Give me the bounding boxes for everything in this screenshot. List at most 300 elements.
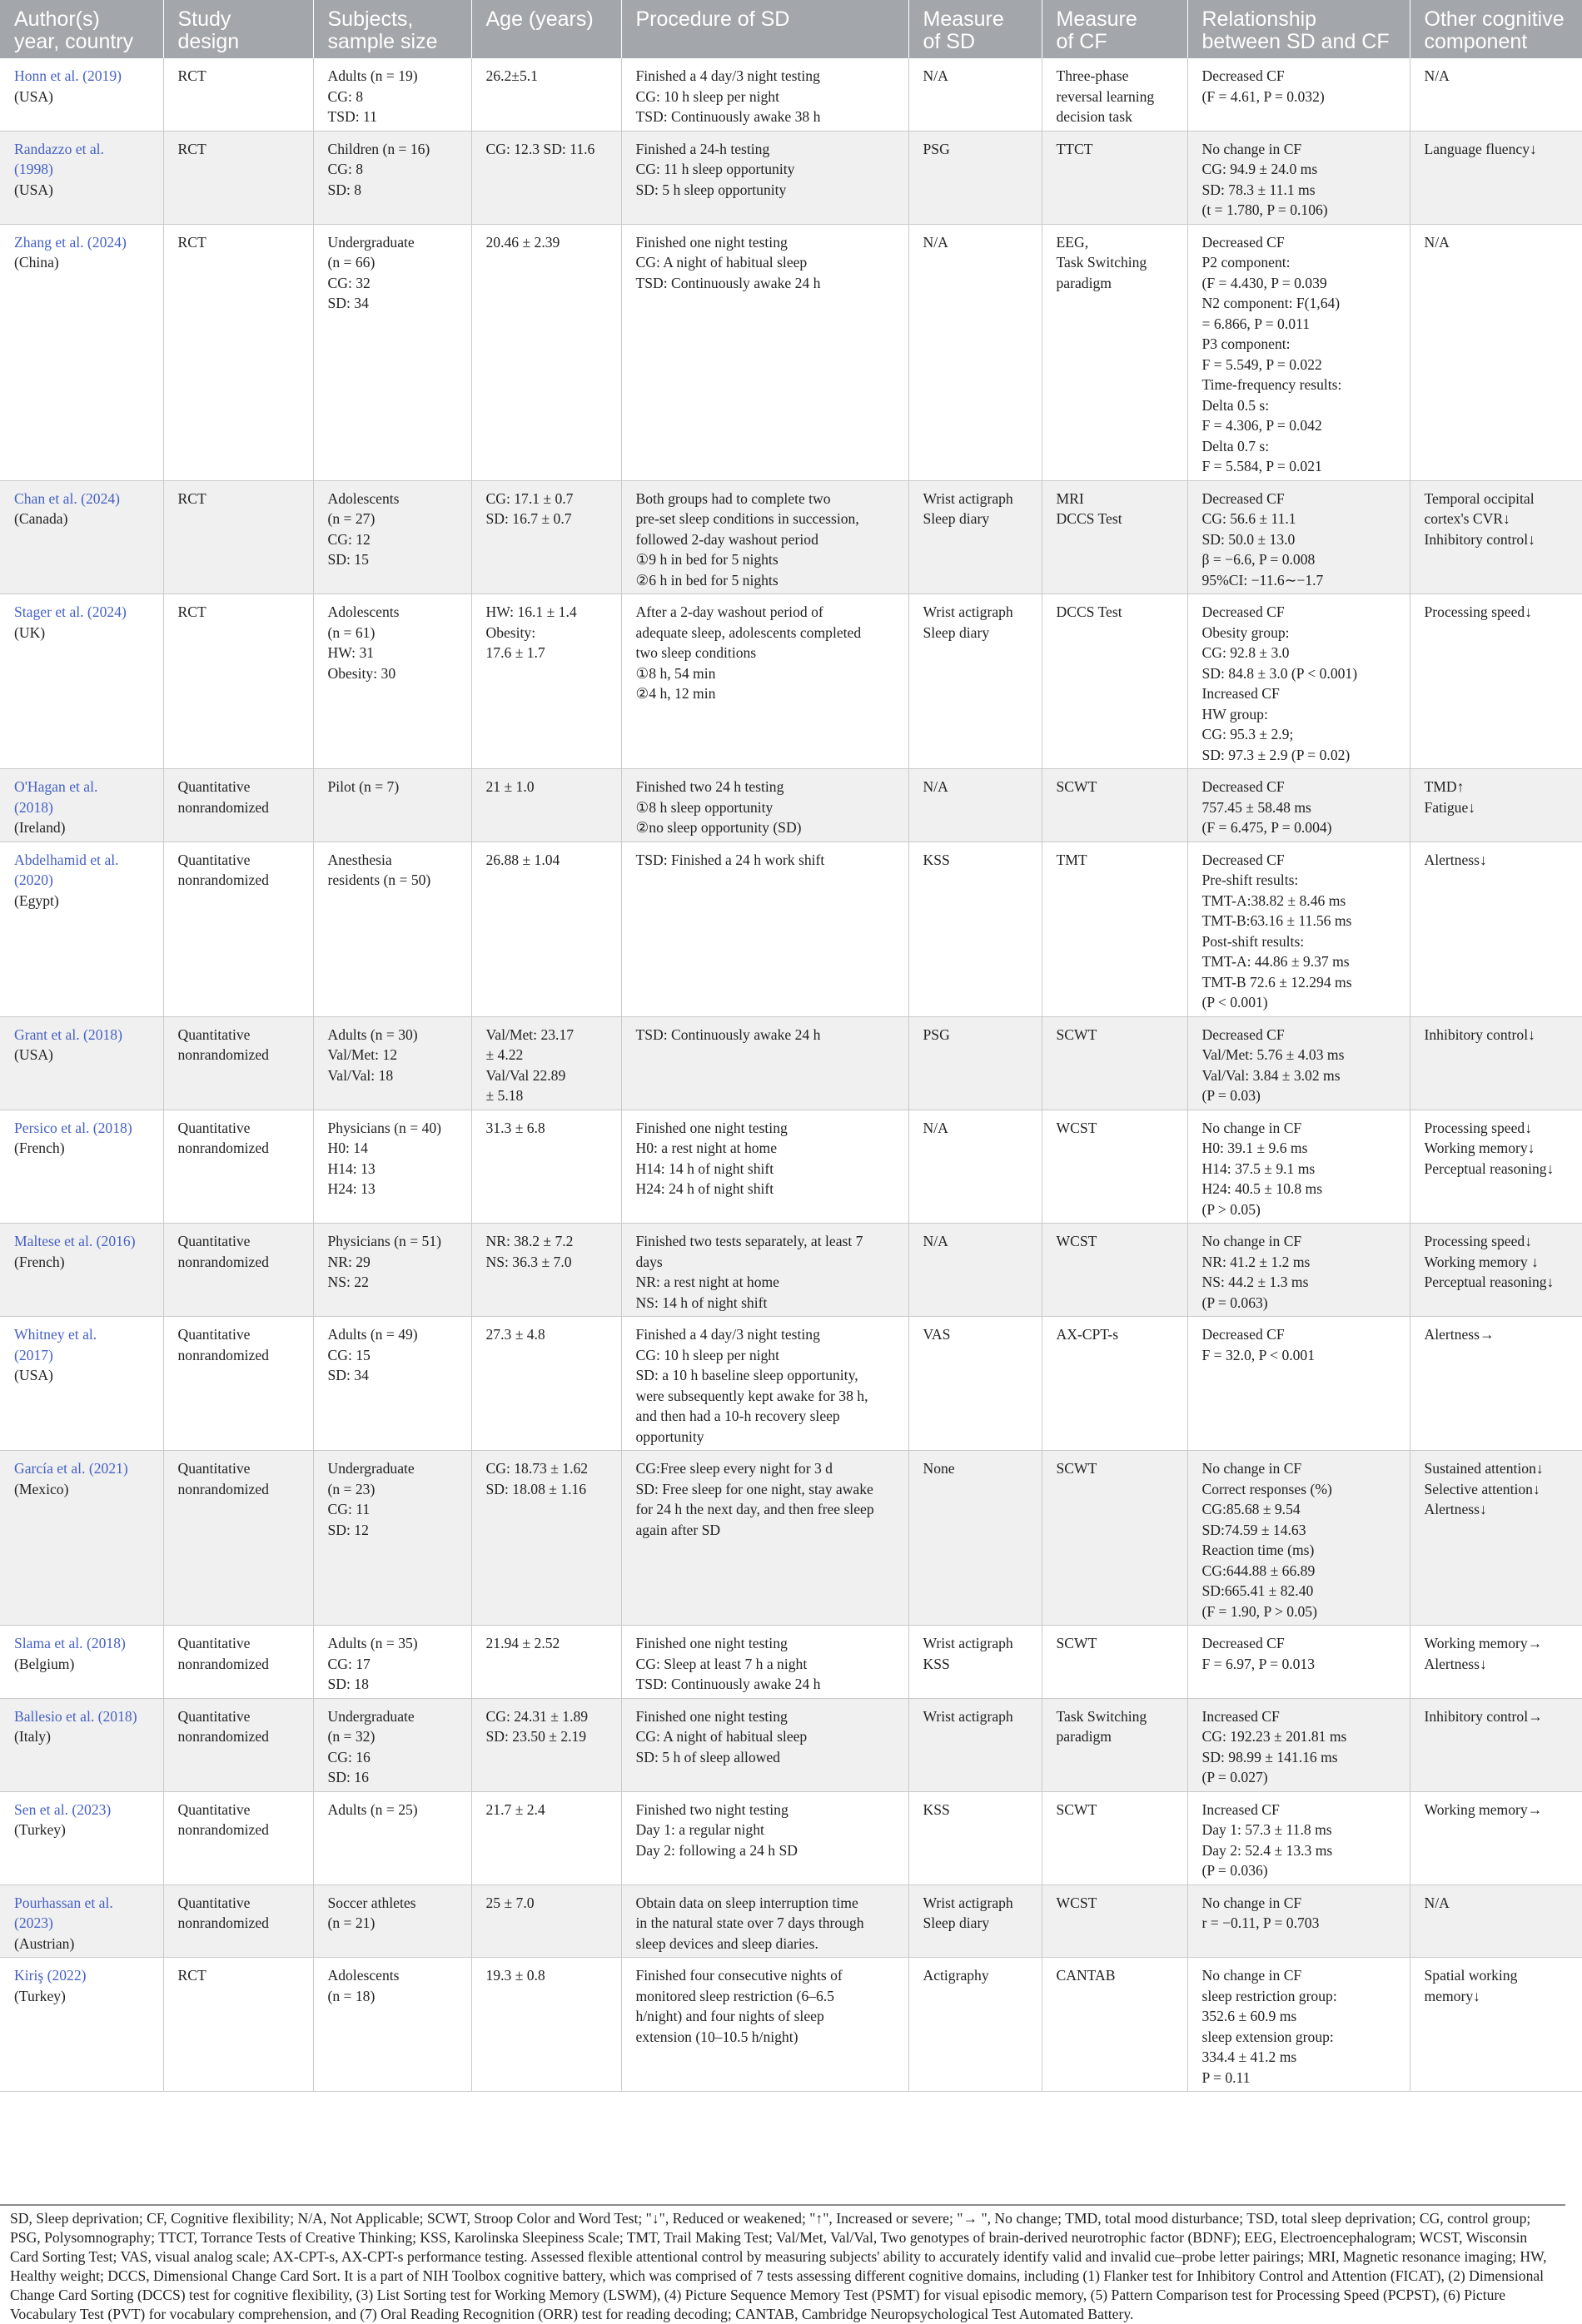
cell-line: TMT-A:38.82 ± 8.46 ms bbox=[1201, 891, 1346, 909]
cell-line: SD:74.59 ± 14.63 bbox=[1201, 1521, 1306, 1538]
cell-line: Reaction time (ms) bbox=[1201, 1542, 1315, 1558]
header-text: between SD and CF bbox=[1201, 30, 1390, 53]
cell-line: Wrist actigraph bbox=[923, 489, 1013, 507]
cell-line: H14: 14 h of night shift bbox=[635, 1160, 774, 1177]
author-link[interactable]: Maltese et al. (2016) bbox=[14, 1233, 136, 1249]
cell-line: CG: 15 bbox=[327, 1346, 371, 1363]
cell-line: Sleep diary bbox=[923, 510, 990, 527]
other-component-cell bbox=[1410, 1958, 1582, 2092]
cell-line: were subsequently kept awake for 38 h, bbox=[635, 1387, 868, 1404]
cell-line: = 6.866, P = 0.011 bbox=[1201, 315, 1310, 332]
cell-line: N/A bbox=[1424, 233, 1450, 251]
cell-line: Adolescents bbox=[327, 603, 400, 620]
author-link[interactable]: Chan et al. (2024) bbox=[14, 489, 121, 507]
measure-sd-cell bbox=[908, 1698, 1042, 1791]
cell-line: SD: 8 bbox=[327, 181, 362, 198]
header-design bbox=[163, 0, 313, 58]
cell-line: Quantitative bbox=[177, 1233, 251, 1249]
cell-line: NR: 41.2 ± 1.2 ms bbox=[1201, 1253, 1311, 1270]
cell-line: None bbox=[923, 1460, 955, 1477]
cell-line: SCWT bbox=[1056, 1635, 1097, 1651]
cell-line: Increased CF bbox=[1201, 685, 1280, 702]
cell-line: SD: 97.3 ± 2.9 (P = 0.02) bbox=[1201, 746, 1351, 763]
country-text: (Italy) bbox=[14, 1728, 51, 1745]
table-row bbox=[0, 1791, 1582, 1885]
cell-line: Adolescents bbox=[327, 1967, 400, 1984]
relationship-cell bbox=[1187, 1958, 1410, 2092]
cell-line: Obesity: bbox=[485, 623, 536, 641]
author-cell bbox=[0, 224, 163, 480]
cell-line: Both groups had to complete two bbox=[635, 489, 831, 507]
cell-line: ②no sleep opportunity (SD) bbox=[635, 819, 802, 836]
design-cell bbox=[163, 1016, 313, 1110]
cell-line: Soccer athletes bbox=[327, 1894, 416, 1911]
header-text: sample size bbox=[327, 30, 438, 53]
cell-line: Pilot (n = 7) bbox=[327, 778, 400, 795]
cell-line: No change in CF bbox=[1201, 1233, 1302, 1249]
table-row bbox=[0, 1885, 1582, 1958]
cell-line: WCST bbox=[1056, 1894, 1097, 1911]
design-cell bbox=[163, 131, 313, 224]
procedure-cell bbox=[621, 1791, 908, 1885]
header-text: year, country bbox=[14, 30, 134, 53]
cell-line: Delta 0.5 s: bbox=[1201, 396, 1270, 414]
cell-line: N/A bbox=[1424, 1894, 1450, 1911]
table-row bbox=[0, 1698, 1582, 1791]
cell-line: TMT-A: 44.86 ± 9.37 ms bbox=[1201, 953, 1350, 970]
header-age bbox=[471, 0, 621, 58]
author-link[interactable]: Grant et al. (2018) bbox=[14, 1025, 122, 1043]
author-cell bbox=[0, 1110, 163, 1224]
author-cell bbox=[0, 1791, 163, 1885]
age-cell bbox=[471, 1224, 621, 1317]
cell-line: CG: 11 h sleep opportunity bbox=[635, 161, 795, 177]
cell-line: 21.94 ± 2.52 bbox=[485, 1635, 560, 1651]
cell-line: Day 2: following a 24 h SD bbox=[635, 1841, 798, 1859]
measure-cf-cell bbox=[1042, 1224, 1187, 1317]
cell-line: Anesthesia bbox=[327, 851, 392, 868]
table-row bbox=[0, 224, 1582, 480]
author-link[interactable]: (2018) bbox=[14, 798, 53, 816]
cell-line: Finished a 24-h testing bbox=[635, 140, 770, 157]
author-link[interactable]: Honn et al. (2019) bbox=[14, 67, 122, 84]
cell-line: CG: 18.73 ± 1.62 bbox=[485, 1460, 589, 1477]
cell-line: adequate sleep, adolescents completed bbox=[635, 623, 862, 641]
table-row bbox=[0, 1626, 1582, 1699]
measure-sd-cell bbox=[908, 58, 1042, 131]
author-cell bbox=[0, 1451, 163, 1626]
design-cell bbox=[163, 480, 313, 594]
design-cell bbox=[163, 224, 313, 480]
cell-line: NR: 29 bbox=[327, 1253, 371, 1270]
other-component-cell bbox=[1410, 1224, 1582, 1317]
design-cell bbox=[163, 1224, 313, 1317]
header-other bbox=[1410, 0, 1582, 58]
cell-line: P2 component: bbox=[1201, 254, 1291, 271]
author-link[interactable]: (2017) bbox=[14, 1346, 53, 1363]
procedure-cell bbox=[621, 1110, 908, 1224]
cell-line: SD: 16 bbox=[327, 1769, 369, 1785]
procedure-cell bbox=[621, 480, 908, 594]
procedure-cell bbox=[621, 1317, 908, 1451]
cell-line: Val/Val: 3.84 ± 3.02 ms bbox=[1201, 1066, 1341, 1084]
cell-line: TSD: Finished a 24 h work shift bbox=[635, 851, 825, 868]
cell-line: Obesity group: bbox=[1201, 623, 1290, 641]
header-text: Procedure of SD bbox=[635, 7, 790, 31]
header-text: component bbox=[1424, 30, 1528, 53]
cell-line: CG: 8 bbox=[327, 87, 364, 105]
relationship-cell bbox=[1187, 594, 1410, 769]
cell-line: WCST bbox=[1056, 1233, 1097, 1249]
cell-line: Temporal occipital bbox=[1424, 489, 1535, 507]
cell-line: N/A bbox=[923, 1233, 948, 1249]
cell-line: 20.46 ± 2.39 bbox=[485, 233, 560, 251]
header-author bbox=[0, 0, 163, 58]
cell-line: ± 4.22 bbox=[485, 1046, 524, 1063]
author-link[interactable]: Zhang et al. (2024) bbox=[14, 233, 127, 251]
author-link[interactable]: Persico et al. (2018) bbox=[14, 1119, 132, 1136]
relationship-cell bbox=[1187, 1626, 1410, 1699]
cell-line: F = 6.97, P = 0.013 bbox=[1201, 1655, 1316, 1672]
cell-line: KSS bbox=[923, 1655, 950, 1672]
cell-line: H0: 39.1 ± 9.6 ms bbox=[1201, 1140, 1308, 1156]
author-link[interactable]: García et al. (2021) bbox=[14, 1460, 128, 1477]
cell-line: ①8 h sleep opportunity bbox=[635, 798, 774, 816]
design-cell bbox=[163, 769, 313, 842]
country-text: (USA) bbox=[14, 1046, 53, 1063]
author-cell bbox=[0, 1224, 163, 1317]
relationship-cell bbox=[1187, 1885, 1410, 1958]
cell-line: ②4 h, 12 min bbox=[635, 685, 716, 702]
cell-line: SD: 15 bbox=[327, 551, 369, 568]
measure-cf-cell bbox=[1042, 480, 1187, 594]
subjects-cell bbox=[313, 1317, 471, 1451]
cell-line: F = 5.549, P = 0.022 bbox=[1201, 355, 1322, 373]
header-relationship bbox=[1187, 0, 1410, 58]
design-cell bbox=[163, 1317, 313, 1451]
measure-sd-cell bbox=[908, 1110, 1042, 1224]
author-link[interactable]: Whitney et al. bbox=[14, 1326, 97, 1343]
cell-line: Adolescents bbox=[327, 489, 400, 507]
relationship-cell bbox=[1187, 1451, 1410, 1626]
measure-cf-cell bbox=[1042, 58, 1187, 131]
cell-line: RCT bbox=[177, 140, 206, 157]
table-row bbox=[0, 1451, 1582, 1626]
relationship-cell bbox=[1187, 1110, 1410, 1224]
procedure-cell bbox=[621, 1626, 908, 1699]
table-row bbox=[0, 480, 1582, 594]
cell-line: Alertness→ bbox=[1424, 1326, 1495, 1343]
cell-line: (P = 0.03) bbox=[1201, 1087, 1261, 1104]
age-cell bbox=[471, 1317, 621, 1451]
cell-line: Decreased CF bbox=[1201, 1635, 1285, 1651]
cell-line: VAS bbox=[923, 1326, 951, 1343]
age-cell bbox=[471, 1791, 621, 1885]
cell-line: nonrandomized bbox=[177, 1821, 269, 1838]
cell-line: (P = 0.063) bbox=[1201, 1294, 1268, 1311]
cell-line: Wrist actigraph bbox=[923, 1707, 1013, 1725]
cell-line: (P < 0.001) bbox=[1201, 994, 1268, 1011]
cell-line: Language fluency↓ bbox=[1424, 140, 1537, 157]
cell-line: (t = 1.780, P = 0.106) bbox=[1201, 201, 1328, 218]
author-link[interactable]: Kiriş (2022) bbox=[14, 1967, 87, 1984]
country-text: (Canada) bbox=[14, 510, 68, 527]
design-cell bbox=[163, 594, 313, 769]
subjects-cell bbox=[313, 1698, 471, 1791]
cell-line: N/A bbox=[923, 67, 948, 84]
cell-line: Obesity: 30 bbox=[327, 664, 396, 682]
cell-line: CG: 11 bbox=[327, 1501, 371, 1517]
cell-line: Decreased CF bbox=[1201, 67, 1285, 84]
subjects-cell bbox=[313, 1958, 471, 2092]
cell-line: TSD: Continuously awake 38 h bbox=[635, 108, 821, 125]
cell-line: F = 4.306, P = 0.042 bbox=[1201, 417, 1322, 434]
measure-cf-cell bbox=[1042, 1885, 1187, 1958]
cell-line: Decreased CF bbox=[1201, 851, 1285, 868]
author-cell bbox=[0, 58, 163, 131]
cell-line: CG: 8 bbox=[327, 161, 364, 177]
table-row bbox=[0, 769, 1582, 842]
cell-line: (F = 6.475, P = 0.004) bbox=[1201, 819, 1332, 836]
age-cell bbox=[471, 58, 621, 131]
cell-line: Wrist actigraph bbox=[923, 1635, 1013, 1651]
relationship-cell bbox=[1187, 58, 1410, 131]
header-text: Study bbox=[177, 7, 231, 31]
cell-line: sleep devices and sleep diaries. bbox=[635, 1934, 818, 1952]
cell-line: SD: 23.50 ± 2.19 bbox=[485, 1728, 587, 1745]
cell-line: Actigraphy bbox=[923, 1967, 989, 1984]
cell-line: No change in CF bbox=[1201, 1894, 1302, 1911]
subjects-cell bbox=[313, 1016, 471, 1110]
cell-line: H14: 37.5 ± 9.1 ms bbox=[1201, 1160, 1316, 1177]
author-link[interactable]: (2023) bbox=[14, 1914, 53, 1931]
cell-line: Processing speed↓ bbox=[1424, 1233, 1532, 1249]
age-cell bbox=[471, 480, 621, 594]
cell-line: CG: 95.3 ± 2.9; bbox=[1201, 726, 1294, 742]
cell-line: extension (10–10.5 h/night) bbox=[635, 2028, 798, 2045]
measure-sd-cell bbox=[908, 769, 1042, 842]
country-text: (USA) bbox=[14, 87, 53, 105]
author-link[interactable]: (2020) bbox=[14, 872, 53, 888]
relationship-cell bbox=[1187, 842, 1410, 1016]
age-cell bbox=[471, 1958, 621, 2092]
cell-line: r = −0.11, P = 0.703 bbox=[1201, 1914, 1320, 1931]
cell-line: nonrandomized bbox=[177, 1728, 269, 1745]
cell-line: (P > 0.05) bbox=[1201, 1200, 1261, 1218]
cell-line: Val/Val 22.89 bbox=[485, 1066, 566, 1084]
cell-line: RCT bbox=[177, 233, 206, 251]
author-link[interactable]: Ballesio et al. (2018) bbox=[14, 1707, 137, 1725]
cell-line: NS: 36.3 ± 7.0 bbox=[485, 1253, 572, 1270]
cell-line: Finished two tests separately, at least 7 bbox=[635, 1233, 863, 1249]
cell-line: CG: 92.8 ± 3.0 bbox=[1201, 644, 1290, 661]
cell-line: Processing speed↓ bbox=[1424, 1119, 1532, 1136]
cell-line: two sleep conditions bbox=[635, 644, 757, 661]
measure-cf-cell bbox=[1042, 131, 1187, 224]
header-text: Age (years) bbox=[485, 7, 594, 31]
design-cell bbox=[163, 1958, 313, 2092]
cell-line: Working memory→ bbox=[1424, 1800, 1543, 1818]
other-component-cell bbox=[1410, 842, 1582, 1016]
other-component-cell bbox=[1410, 1317, 1582, 1451]
author-cell bbox=[0, 769, 163, 842]
measure-cf-cell bbox=[1042, 1626, 1187, 1699]
country-text: (French) bbox=[14, 1140, 65, 1156]
cell-line: DCCS Test bbox=[1056, 510, 1122, 527]
cell-line: (n = 66) bbox=[327, 254, 376, 271]
design-cell bbox=[163, 58, 313, 131]
procedure-cell bbox=[621, 224, 908, 480]
cell-line: Delta 0.7 s: bbox=[1201, 437, 1270, 454]
cell-line: Val/Val: 18 bbox=[327, 1066, 394, 1084]
relationship-cell bbox=[1187, 769, 1410, 842]
measure-cf-cell bbox=[1042, 1698, 1187, 1791]
header-text: Relationship bbox=[1201, 7, 1317, 31]
cell-line: TSD: Continuously awake 24 h bbox=[635, 1676, 821, 1692]
procedure-cell bbox=[621, 1016, 908, 1110]
author-link[interactable]: Sen et al. (2023) bbox=[14, 1800, 112, 1818]
measure-cf-cell bbox=[1042, 842, 1187, 1016]
cell-line: Decreased CF bbox=[1201, 1025, 1285, 1043]
cell-line: KSS bbox=[923, 1800, 950, 1818]
subjects-cell bbox=[313, 1626, 471, 1699]
cell-line: β = −6.6, P = 0.008 bbox=[1201, 551, 1316, 568]
table-row bbox=[0, 1958, 1582, 2092]
cell-line: reversal learning bbox=[1056, 87, 1155, 105]
author-link[interactable]: Pourhassan et al. bbox=[14, 1894, 113, 1911]
age-cell bbox=[471, 1626, 621, 1699]
cell-line: N/A bbox=[923, 778, 948, 795]
cell-line: Finished two night testing bbox=[635, 1800, 789, 1818]
cell-line: opportunity bbox=[635, 1428, 704, 1445]
cell-line: SCWT bbox=[1056, 778, 1097, 795]
cell-line: paradigm bbox=[1056, 274, 1112, 291]
header-text: Subjects, bbox=[327, 7, 414, 31]
procedure-cell bbox=[621, 1224, 908, 1317]
cell-line: 757.45 ± 58.48 ms bbox=[1201, 798, 1311, 816]
cell-line: Finished a 4 day/3 night testing bbox=[635, 67, 820, 84]
other-component-cell bbox=[1410, 1791, 1582, 1885]
procedure-cell bbox=[621, 1451, 908, 1626]
author-cell bbox=[0, 1317, 163, 1451]
measure-sd-cell bbox=[908, 1958, 1042, 2092]
cell-line: No change in CF bbox=[1201, 1119, 1302, 1136]
other-component-cell bbox=[1410, 480, 1582, 594]
cell-line: CG: 12.3 SD: 11.6 bbox=[485, 140, 595, 157]
cell-line: nonrandomized bbox=[177, 1046, 269, 1063]
cell-line: PSG bbox=[923, 140, 950, 157]
cell-line: 26.88 ± 1.04 bbox=[485, 851, 560, 868]
cell-line: SD: 5 h sleep opportunity bbox=[635, 181, 787, 198]
cell-line: Spatial working bbox=[1424, 1967, 1518, 1984]
table-row bbox=[0, 1110, 1582, 1224]
cell-line: Val/Met: 12 bbox=[327, 1046, 398, 1063]
author-link[interactable]: Slama et al. (2018) bbox=[14, 1635, 126, 1651]
table-row bbox=[0, 842, 1582, 1016]
design-cell bbox=[163, 1451, 313, 1626]
cell-line: N2 component: F(1,64) bbox=[1201, 295, 1341, 311]
header-text: design bbox=[177, 30, 240, 53]
cell-line: SD: 5 h of sleep allowed bbox=[635, 1748, 780, 1765]
relationship-cell bbox=[1187, 224, 1410, 480]
cell-line: monitored sleep restriction (6–6.5 bbox=[635, 1987, 834, 2004]
country-text: (China) bbox=[14, 254, 59, 271]
cell-line: and then had a 10-h recovery sleep bbox=[635, 1408, 840, 1424]
author-link[interactable]: Stager et al. (2024) bbox=[14, 603, 127, 620]
cell-line: Increased CF bbox=[1201, 1707, 1280, 1725]
cell-line: Task Switching bbox=[1056, 1707, 1147, 1725]
age-cell bbox=[471, 1885, 621, 1958]
country-text: (Turkey) bbox=[14, 1821, 66, 1838]
cell-line: Working memory→ bbox=[1424, 1635, 1543, 1651]
cell-line: WCST bbox=[1056, 1119, 1097, 1136]
cell-line: Physicians (n = 51) bbox=[327, 1233, 441, 1249]
cell-line: Undergraduate bbox=[327, 233, 415, 251]
cell-line: 95%CI: −11.6∼−1.7 bbox=[1201, 571, 1324, 588]
cell-line: h/night) and four nights of sleep bbox=[635, 2008, 824, 2024]
cell-line: Adults (n = 19) bbox=[327, 67, 418, 84]
author-link[interactable]: Randazzo et al. bbox=[14, 140, 104, 157]
cell-line: 27.3 ± 4.8 bbox=[485, 1326, 545, 1343]
header-text: Measure bbox=[1056, 7, 1137, 31]
cell-line: nonrandomized bbox=[177, 1480, 269, 1497]
measure-sd-cell bbox=[908, 594, 1042, 769]
relationship-cell bbox=[1187, 1698, 1410, 1791]
cell-line: days bbox=[635, 1253, 663, 1270]
author-cell bbox=[0, 842, 163, 1016]
measure-cf-cell bbox=[1042, 769, 1187, 842]
header-text: Author(s) bbox=[14, 7, 100, 31]
table-row bbox=[0, 58, 1582, 131]
cell-line: H0: 14 bbox=[327, 1140, 368, 1156]
country-text: (French) bbox=[14, 1253, 65, 1270]
design-cell bbox=[163, 842, 313, 1016]
subjects-cell bbox=[313, 594, 471, 769]
cell-line: NS: 14 h of night shift bbox=[635, 1294, 768, 1311]
procedure-cell bbox=[621, 1958, 908, 2092]
cell-line: HW: 31 bbox=[327, 644, 375, 661]
design-cell bbox=[163, 1626, 313, 1699]
cell-line: nonrandomized bbox=[177, 1140, 269, 1156]
cell-line: KSS bbox=[923, 851, 950, 868]
author-link[interactable]: O'Hagan et al. bbox=[14, 778, 98, 795]
cell-line: Finished one night testing bbox=[635, 1119, 788, 1136]
cell-line: Undergraduate bbox=[327, 1707, 415, 1725]
measure-sd-cell bbox=[908, 1885, 1042, 1958]
cell-line: Finished four consecutive nights of bbox=[635, 1967, 843, 1984]
author-link[interactable]: Abdelhamid et al. bbox=[14, 851, 119, 868]
cell-line: Sleep diary bbox=[923, 623, 990, 641]
procedure-cell bbox=[621, 842, 908, 1016]
measure-sd-cell bbox=[908, 1791, 1042, 1885]
age-cell bbox=[471, 131, 621, 224]
procedure-cell bbox=[621, 1698, 908, 1791]
author-cell bbox=[0, 131, 163, 224]
author-link[interactable]: (1998) bbox=[14, 161, 53, 177]
relationship-cell bbox=[1187, 131, 1410, 224]
cell-line: Adults (n = 49) bbox=[327, 1326, 418, 1343]
cell-line: N/A bbox=[923, 233, 948, 251]
cell-line: Physicians (n = 40) bbox=[327, 1119, 441, 1136]
cell-line: Quantitative bbox=[177, 1025, 251, 1043]
cell-line: nonrandomized bbox=[177, 1655, 269, 1672]
cell-line: sleep restriction group: bbox=[1201, 1987, 1337, 2004]
cell-line: (n = 61) bbox=[327, 623, 376, 641]
other-component-cell bbox=[1410, 58, 1582, 131]
cell-line: F = 5.584, P = 0.021 bbox=[1201, 458, 1322, 474]
cell-line: ± 5.18 bbox=[485, 1087, 524, 1104]
cell-line: 25 ± 7.0 bbox=[485, 1894, 535, 1911]
